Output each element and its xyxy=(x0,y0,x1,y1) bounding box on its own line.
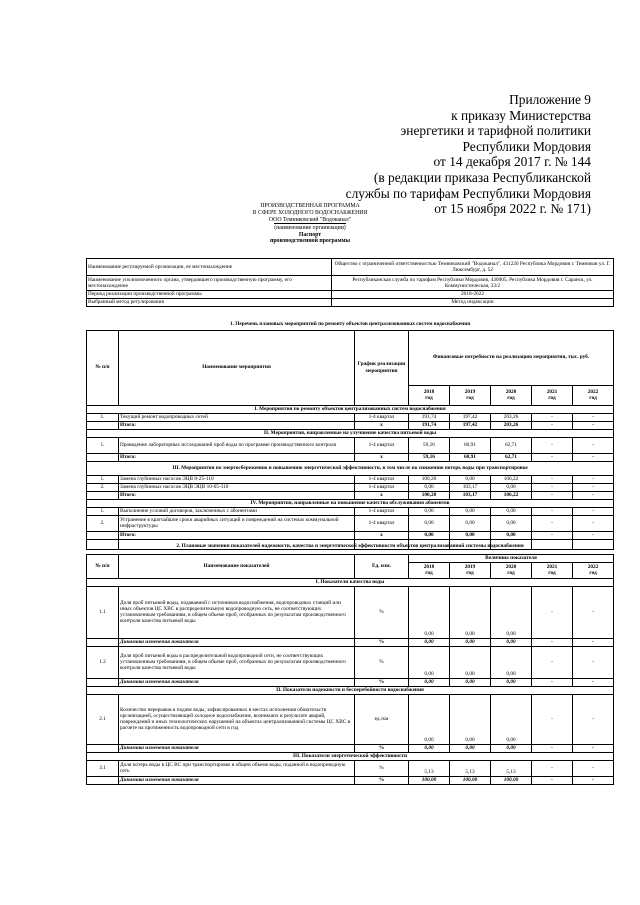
col-finance-header: Финансовые потребности на реализацию мероприятия, тыс. руб. xyxy=(409,330,614,385)
row-name: Замена глубинных насосов ЭЦВ ЭЦВ 10-65-110 xyxy=(119,483,355,491)
passport-label: Наименование регулируемой организации, ее местонахождение xyxy=(87,259,332,276)
group-title: II. Показатели надежности и бесперебойности водоснабжения xyxy=(87,686,614,694)
year-header: 2018 год xyxy=(409,385,450,405)
row-num: 2. xyxy=(87,515,119,531)
row-value: 0,00 xyxy=(409,694,450,744)
year-header: 2022 год xyxy=(573,385,614,405)
row-value: 0,00 xyxy=(450,586,491,638)
year-header: 2022 год xyxy=(573,562,614,578)
passport-value: Республиканская служба по тарифам Республики Мордовия, 430005, Республика Мордовия г. Саранск, ул. Коммунистическая, 33/2 xyxy=(332,276,614,291)
appendix-line: (в редакции приказа Республиканской xyxy=(373,169,591,185)
row-value: 197,42 xyxy=(450,413,491,421)
table-row xyxy=(87,694,614,744)
total-value: - xyxy=(573,453,614,461)
program-title-2: В СФЕРЕ ХОЛОДНОГО ВОДОСНАБЖЕНИЯ xyxy=(252,209,368,216)
row-value: 0,00 xyxy=(409,483,450,491)
row-num: 1. xyxy=(87,475,119,483)
group-title-row xyxy=(87,405,614,413)
total-value: 103,17 xyxy=(450,491,491,499)
col-values-header: Величина показателя xyxy=(409,554,614,562)
year-header: 2018 год xyxy=(409,562,450,578)
passport-subtitle: производственной программы xyxy=(269,238,351,245)
dynamics-value: 0,00 xyxy=(409,744,450,752)
row-unit: % xyxy=(355,760,409,776)
passport-row xyxy=(87,299,614,307)
col-unit-header: Ед. изм. xyxy=(355,554,409,578)
total-schedule: х xyxy=(355,421,409,429)
group-title-row xyxy=(87,499,614,507)
row-value: - xyxy=(532,483,573,491)
total-value: 191,74 xyxy=(409,421,450,429)
row-name: Текущий ремонт водопроводных сетей xyxy=(119,413,355,421)
row-schedule: 1-4 квартал xyxy=(355,515,409,531)
passport-table xyxy=(86,258,614,307)
table-row xyxy=(87,413,614,421)
row-num: 1.2 xyxy=(87,646,119,678)
row-value: - xyxy=(573,483,614,491)
row-value: - xyxy=(573,437,614,453)
dynamics-value: 0,00 xyxy=(491,678,532,686)
row-value: 0,00 xyxy=(491,483,532,491)
year-header: 2020 год xyxy=(491,562,532,578)
row-value: 5,13 xyxy=(491,760,532,776)
table-row xyxy=(87,483,614,491)
total-value: 0,00 xyxy=(409,531,450,539)
table-row xyxy=(87,475,614,483)
col-name-header: Наименование мероприятия xyxy=(119,330,355,405)
total-value: 60,91 xyxy=(450,453,491,461)
dynamics-row xyxy=(87,776,614,784)
group-title: III. Мероприятия по энергосбережению и повышению энергетической эффективности, в том числе по снижению потерь воды при транспортировке xyxy=(87,461,614,475)
section1-header-row xyxy=(87,330,614,385)
row-value: - xyxy=(532,515,573,531)
year-header: 2021 год xyxy=(532,562,573,578)
year-header: 2019 год xyxy=(450,385,491,405)
dynamics-unit: % xyxy=(355,638,409,646)
dynamics-value: 100,00 xyxy=(450,776,491,784)
row-num: 1. xyxy=(87,413,119,421)
total-value: 197,42 xyxy=(450,421,491,429)
section1-table xyxy=(86,318,614,550)
passport-label: Период реализации производственной программы xyxy=(87,291,332,299)
row-name: Доля проб питьевой воды, подаваемой с источников водоснабжения, водопроводных станций или иных объектов ЦС ХВС в распределительную водопроводную сеть, не соответствующих установленным требованиям, в общем объеме проб, отобранных по результатам производственного контроля качества питьевой воды xyxy=(119,586,355,638)
table-row xyxy=(87,646,614,678)
passport-value: Общество с ограниченной ответственностью Темниковский "Водоканал", 431220 Республика Мордовия г. Темников ул. Г. Люксембург, д. 52 xyxy=(332,259,614,276)
dynamics-value: - xyxy=(532,638,573,646)
row-schedule: 1-4 квартал xyxy=(355,413,409,421)
row-value: - xyxy=(573,515,614,531)
row-name: Замена глубинных насосов ЭЦВ 8-25-110 xyxy=(119,475,355,483)
row-name: Устранение в кратчайшие сроки аварийных ситуаций и повреждений на системах коммунальной инфраструктуры xyxy=(119,515,355,531)
passport-table-wrap xyxy=(86,258,613,307)
section1-title: 1. Перечень плановых мероприятий по ремонту объектов централизованных систем водоснабжения xyxy=(87,318,614,330)
dynamics-value: - xyxy=(532,776,573,784)
program-title-1: ПРОИЗВОДСТВЕННАЯ ПРОГРАММА xyxy=(260,203,360,209)
total-value: 0,00 xyxy=(450,531,491,539)
appendix-line: от 14 декабря 2017 г. № 144 xyxy=(433,154,591,170)
group-title-row xyxy=(87,578,614,586)
row-value: 0,00 xyxy=(450,507,491,515)
table-row xyxy=(87,437,614,453)
dynamics-unit: % xyxy=(355,776,409,784)
dynamics-value: - xyxy=(532,744,573,752)
table-row xyxy=(87,586,614,638)
row-value: 106,22 xyxy=(491,475,532,483)
row-value: 103,17 xyxy=(450,483,491,491)
dynamics-value: - xyxy=(573,744,614,752)
group-title-row xyxy=(87,686,614,694)
dynamics-row xyxy=(87,744,614,752)
row-value: 59,16 xyxy=(409,437,450,453)
total-value: - xyxy=(532,491,573,499)
dynamics-value: 0,00 xyxy=(491,638,532,646)
total-value: - xyxy=(573,531,614,539)
row-unit: % xyxy=(355,646,409,678)
row-num: 3.1 xyxy=(87,760,119,776)
total-value: - xyxy=(573,491,614,499)
section2-title: 2. Плановые значения показателей надежности, качества и энергетической эффективности объектов централизованной системы водоснабжения xyxy=(87,538,614,554)
table-row xyxy=(87,760,614,776)
dynamics-label: Динамика изменения показателя xyxy=(119,678,355,686)
row-value: 0,00 xyxy=(491,507,532,515)
row-value: - xyxy=(573,760,614,776)
dynamics-value: - xyxy=(573,638,614,646)
row-value: 203,26 xyxy=(491,413,532,421)
section1-table-wrap xyxy=(86,318,613,550)
dynamics-label: Динамика изменения показателя xyxy=(119,638,355,646)
total-schedule: х xyxy=(355,491,409,499)
passport-label: Наименование уполномоченного органа, утвердившего производственную программу, его местонахождение xyxy=(87,276,332,291)
section1-title-row xyxy=(87,318,614,330)
total-label: Итого: xyxy=(119,531,355,539)
appendix-block xyxy=(271,92,591,217)
section2-header-row xyxy=(87,554,614,562)
year-header: 2019 год xyxy=(450,562,491,578)
total-label: Итого: xyxy=(119,453,355,461)
total-value: - xyxy=(532,453,573,461)
group-title-row xyxy=(87,752,614,760)
dynamics-value: 0,00 xyxy=(450,744,491,752)
total-row xyxy=(87,491,614,499)
dynamics-unit: % xyxy=(355,744,409,752)
row-value: - xyxy=(573,694,614,744)
passport-value: Метод индексации xyxy=(332,299,614,307)
total-value: 59,16 xyxy=(409,453,450,461)
group-title: I. Мероприятия по ремонту объектов централизованных систем водоснабжения xyxy=(87,405,614,413)
row-value: 0,00 xyxy=(409,507,450,515)
row-value: 100,20 xyxy=(409,475,450,483)
row-value: - xyxy=(532,586,573,638)
row-value: 5,13 xyxy=(450,760,491,776)
row-num: 1. xyxy=(87,507,119,515)
total-schedule: х xyxy=(355,531,409,539)
passport-value: 2018-2022 xyxy=(332,291,614,299)
total-value: 62,71 xyxy=(491,453,532,461)
dynamics-value: 0,00 xyxy=(450,638,491,646)
row-value: 0,00 xyxy=(450,475,491,483)
row-value: - xyxy=(573,475,614,483)
row-value: - xyxy=(532,760,573,776)
group-title-row xyxy=(87,429,614,437)
row-value: - xyxy=(573,507,614,515)
col-num-header: № п/п xyxy=(87,554,119,578)
col-num-header: № п/п xyxy=(87,330,119,405)
organization-caption: (наименование организации) xyxy=(274,224,346,231)
total-value: 203,26 xyxy=(491,421,532,429)
dynamics-label: Динамика изменения показателя xyxy=(119,776,355,784)
row-schedule: 1-4 квартал xyxy=(355,483,409,491)
row-num: 1.1 xyxy=(87,586,119,638)
row-value: - xyxy=(532,475,573,483)
year-header: 2020 год xyxy=(491,385,532,405)
total-value: 0,00 xyxy=(491,531,532,539)
dynamics-value: 0,00 xyxy=(491,744,532,752)
dynamics-value: 100,00 xyxy=(409,776,450,784)
total-value: 106,22 xyxy=(491,491,532,499)
row-name: Количество перерывов в подаче воды, зафиксированных в местах исполнения обязательств организацией, осуществляющей холодное водоснабжение, возникших в результате аварий, повреждений и иных технологических нарушений на объектах централизованной системы ЦС ХВС в расчете на протяженность водопроводной сети в год xyxy=(119,694,355,744)
row-value: 0,00 xyxy=(491,586,532,638)
total-value: - xyxy=(573,421,614,429)
row-num: 2.1 xyxy=(87,694,119,744)
section2-title-row xyxy=(87,538,614,554)
total-value: - xyxy=(532,531,573,539)
year-header: 2021 год xyxy=(532,385,573,405)
dynamics-value: 0,00 xyxy=(450,678,491,686)
row-value: 0,00 xyxy=(491,694,532,744)
appendix-line: службы по тарифам Республики Мордовия xyxy=(345,185,591,201)
row-value: 0,00 xyxy=(491,515,532,531)
row-num: 2. xyxy=(87,483,119,491)
group-title: I. Показатели качества воды xyxy=(87,578,614,586)
row-value: - xyxy=(573,586,614,638)
dynamics-label: Динамика изменения показателя xyxy=(119,744,355,752)
appendix-line: энергетики и тарифной политики xyxy=(400,123,591,139)
row-value: - xyxy=(573,646,614,678)
program-header xyxy=(220,203,400,245)
row-unit: ед./км xyxy=(355,694,409,744)
passport-row xyxy=(87,276,614,291)
col-schedule-header: График реализации мероприятия xyxy=(355,330,409,405)
dynamics-value: - xyxy=(573,776,614,784)
row-value: 62,71 xyxy=(491,437,532,453)
row-schedule: 1-4 квартал xyxy=(355,437,409,453)
row-num: 1. xyxy=(87,437,119,453)
group-title: IV. Мероприятия, направленные на повышение качества обслуживания абонентов xyxy=(87,499,614,507)
dynamics-value: 0,00 xyxy=(409,678,450,686)
dynamics-value: 100,00 xyxy=(491,776,532,784)
section2-table-wrap xyxy=(86,538,613,785)
row-value: 0,00 xyxy=(491,646,532,678)
row-value: 0,00 xyxy=(450,515,491,531)
row-name: Доля потерь воды в ЦС ВС при транспортировке в общем объеме воды, поданной в водопроводную сеть xyxy=(119,760,355,776)
appendix-line: от 15 ноября 2022 г. № 171) xyxy=(434,201,591,217)
col-name-header: Наименование показателей xyxy=(119,554,355,578)
row-schedule: 1-4 квартал xyxy=(355,475,409,483)
dynamics-unit: % xyxy=(355,678,409,686)
organization-name: ООО Темниковский "Водоканал" xyxy=(268,216,352,223)
table-row xyxy=(87,507,614,515)
section2-table xyxy=(86,538,614,785)
dynamics-row xyxy=(87,678,614,686)
row-value: 5,13 xyxy=(409,760,450,776)
row-name: Проведение лабораторных исследований проб воды по программе производственного контроля xyxy=(119,437,355,453)
group-title: III. Показатели энергетической эффективности xyxy=(87,752,614,760)
table-row xyxy=(87,515,614,531)
appendix-line: к приказу Министерства xyxy=(451,107,591,123)
group-title-row xyxy=(87,461,614,475)
dynamics-row xyxy=(87,638,614,646)
group-title: II. Мероприятия, направленные на улучшение качества питьевой воды xyxy=(87,429,614,437)
row-value: 0,00 xyxy=(409,586,450,638)
total-row xyxy=(87,421,614,429)
dynamics-value: - xyxy=(532,678,573,686)
row-value: - xyxy=(532,437,573,453)
row-value: - xyxy=(532,646,573,678)
row-value: 0,00 xyxy=(450,694,491,744)
row-schedule: 1-4 квартал xyxy=(355,507,409,515)
row-value: 191,74 xyxy=(409,413,450,421)
passport-label: Выбранный метод регулирования xyxy=(87,299,332,307)
row-value: - xyxy=(532,694,573,744)
row-name: Выполнение условий договоров, заключенных с абонентами xyxy=(119,507,355,515)
appendix-line: Республики Мордовия xyxy=(462,138,591,154)
total-value: 100,20 xyxy=(409,491,450,499)
row-value: 0,00 xyxy=(409,515,450,531)
row-value: - xyxy=(532,507,573,515)
passport-row xyxy=(87,291,614,299)
row-value: 0,00 xyxy=(450,646,491,678)
row-value: 0,00 xyxy=(409,646,450,678)
row-unit: % xyxy=(355,586,409,638)
total-schedule: х xyxy=(355,453,409,461)
total-row xyxy=(87,453,614,461)
dynamics-value: - xyxy=(573,678,614,686)
row-value: 60,91 xyxy=(450,437,491,453)
appendix-line: Приложение 9 xyxy=(509,92,591,107)
passport-row xyxy=(87,259,614,276)
row-value: - xyxy=(573,413,614,421)
total-label: Итого: xyxy=(119,421,355,429)
total-value: - xyxy=(532,421,573,429)
row-value: - xyxy=(532,413,573,421)
total-label: Итого: xyxy=(119,491,355,499)
passport-title: Паспорт xyxy=(298,231,322,238)
dynamics-value: 0,00 xyxy=(409,638,450,646)
row-name: Доля проб питьевой воды в распределительной водопроводной сети, не соответствующих установленным требованиям, в общем объеме проб, отобранных по результатам производственного контроля качества питьевой воды xyxy=(119,646,355,678)
